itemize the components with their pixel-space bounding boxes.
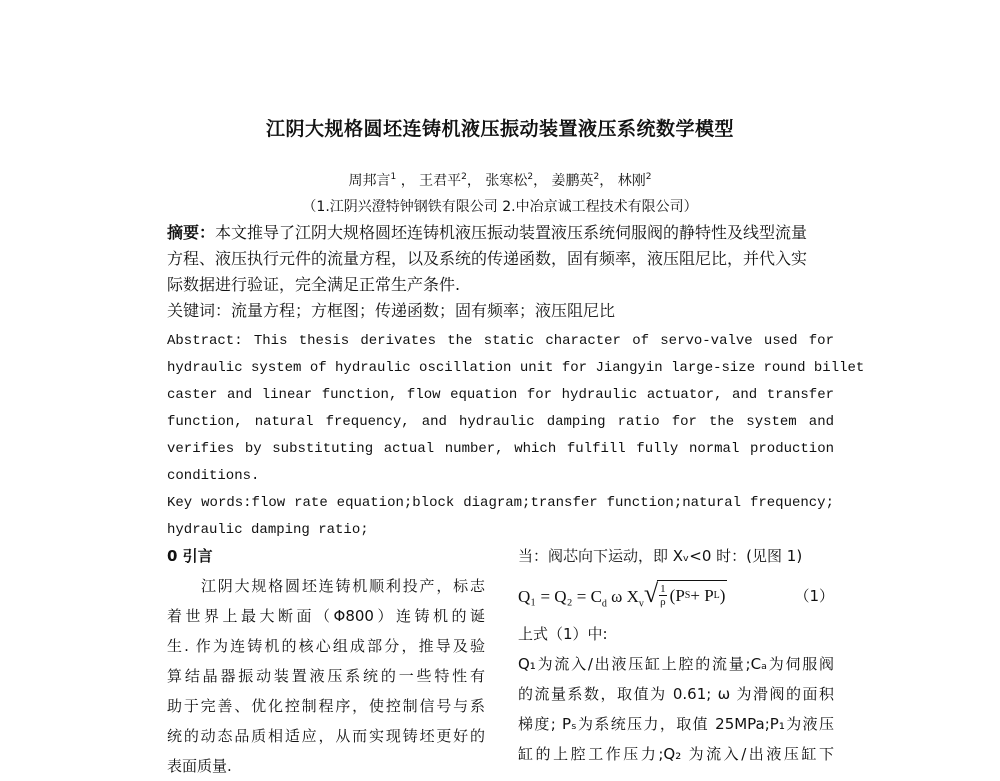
variable-definition-line: Q₁为流入/出液压缸上腔的流量;Cₐ为伺服阀 xyxy=(518,655,834,673)
abstract-cn-line: 际数据进行验证，完全满足正常生产条件. xyxy=(167,275,461,294)
equation-number: （1） xyxy=(794,586,834,605)
keywords-en-line: hydraulic damping ratio; xyxy=(167,522,369,538)
abstract-en-line: caster and linear function, flow equation for hydraulic actuator, and transfer xyxy=(167,387,834,403)
abstract-cn-line: 摘要：本文推导了江阴大规格圆坯连铸机液压振动装置液压系统伺服阀的静特性及线型流量 xyxy=(167,223,808,242)
condition-text: 当：阀芯向下运动，即 Xᵥ<0 时：(见图 1) xyxy=(518,547,803,565)
author-list xyxy=(0,170,1000,190)
abstract-cn-label: 摘要： xyxy=(167,223,216,242)
affiliations: （1.江阴兴澄特钟钢铁有限公司 2.中冶京诚工程技术有限公司） xyxy=(302,199,698,215)
abstract-en-line: Abstract: This thesis derivates the static character of servo-valve used for xyxy=(167,333,834,349)
section-heading: 0 引言 xyxy=(167,547,213,565)
intro-line: 江阴大规格圆坯连铸机顺利投产，标志 xyxy=(201,577,485,595)
abstract-en-line: conditions. xyxy=(167,468,260,484)
intro-line: 助于完善、优化控制程序，使控制信号与系 xyxy=(167,697,485,715)
author: 姜鹏英$^2$， xyxy=(551,172,614,189)
variable-definition-line: 的流量系数，取值为 0.61; ω 为滑阀的面积 xyxy=(518,685,834,703)
author: 林刚$^2$ xyxy=(617,172,652,189)
intro-line: 着世界上最大断面（Φ800）连铸机的诞 xyxy=(167,607,485,625)
keywords-cn: 关键词：流量方程；方框图；传递函数；固有频率；液压阻尼比 xyxy=(167,301,616,320)
square-root: √ $\frac{1}{\rho}$ (P S + P L ) xyxy=(643,579,726,609)
variable-definition-line: 缸的上腔工作压力;Q₂ 为流入/出液压缸下 xyxy=(518,745,834,763)
author: 王君平$^2$， xyxy=(419,172,481,189)
equation-section xyxy=(518,541,834,769)
intro-line: 生. 作为连铸机的核心组成部分，推导及验 xyxy=(167,637,485,655)
author: 周邦言$^1$ ， xyxy=(348,172,415,189)
variable-definition-line: 梯度; Pₛ为系统压力，取值 25MPa;P₁为液压 xyxy=(518,715,834,733)
where-text: 上式（1）中: xyxy=(518,625,608,643)
keywords-en-line: Key words:flow rate equation;block diagram;transfer function;natural frequency; xyxy=(167,495,834,511)
radical-sign-icon: √ xyxy=(643,579,659,609)
equation-body: $Q_1 = Q_2 = C_d$ ω $X_v$ √ $\frac{1}{\rho}$ (P S + P L ) xyxy=(518,579,726,610)
fraction: $\frac{1}{\rho}$ xyxy=(660,583,666,609)
abstract-cn-line: 方程、液压执行元件的流量方程，以及系统的传递函数，固有频率，液压阻尼比，并代入实 xyxy=(167,249,808,268)
introduction-section xyxy=(167,541,485,781)
abstract-cn xyxy=(167,220,834,324)
abstract-en-line: function, natural frequency, and hydraulic damping ratio for the system and xyxy=(167,414,834,430)
keywords-cn-label: 关键词： xyxy=(167,301,232,320)
abstract-en-line: verifies by substituting actual number, which fulfill fully normal production xyxy=(167,441,834,457)
paper-title: 江阴大规格圆坯连铸机液压振动装置液压系统数学模型 xyxy=(265,118,734,140)
equation-1 xyxy=(518,571,834,619)
intro-line: 统的动态品质相适应，从而实现铸坯更好的 xyxy=(167,727,485,745)
abstract-en-line: hydraulic system of hydraulic oscillation unit for Jiangyin large-size round billet xyxy=(167,360,865,376)
intro-line: 表面质量. xyxy=(167,757,232,775)
abstract-en xyxy=(167,328,865,544)
intro-line: 算结晶器振动装置液压系统的一些特性有 xyxy=(167,667,485,685)
author: 张寒松$^2$， xyxy=(485,172,548,189)
